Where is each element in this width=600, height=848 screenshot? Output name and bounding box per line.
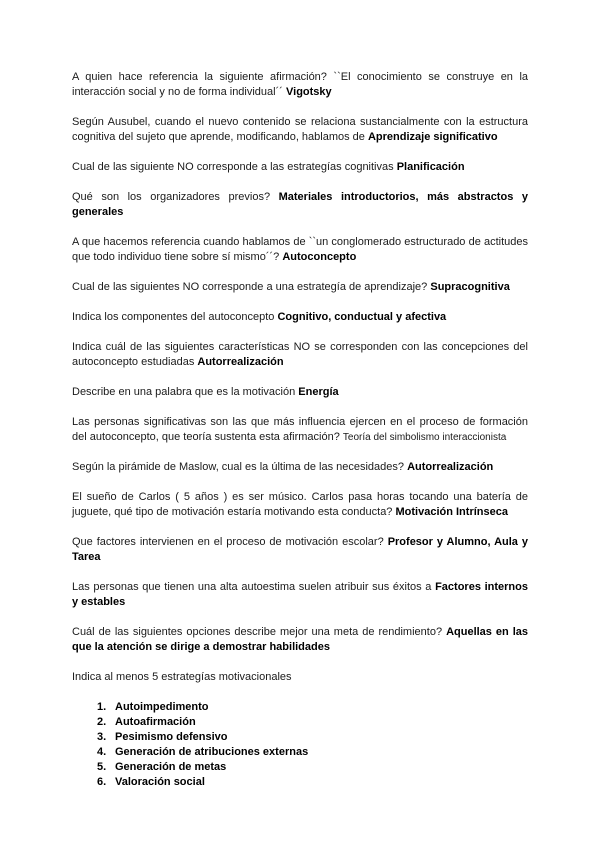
qa-item-5 bbox=[72, 235, 528, 265]
qa-item-7 bbox=[72, 310, 528, 325]
answer-text: Profesor y Alumno, Aula y Tarea bbox=[72, 536, 528, 563]
qa-item-11 bbox=[72, 460, 528, 475]
qa-item-1 bbox=[72, 70, 528, 100]
list-text: Autoafirmación bbox=[115, 716, 196, 728]
question-text: A quien hace referencia la siguiente afirmación? ``El conocimiento se construye en la interacción social y no de forma individual´´ bbox=[72, 71, 528, 98]
list-text: Generación de metas bbox=[115, 761, 227, 773]
answer-text: Energía bbox=[298, 386, 339, 398]
qa-item-3 bbox=[72, 160, 528, 175]
list-item bbox=[97, 745, 528, 760]
answer-text: Autoconcepto bbox=[282, 251, 357, 263]
list-number: 6. bbox=[97, 776, 107, 788]
question-text: Según Ausubel, cuando el nuevo contenido se relaciona sustancialmente con la estructura cognitiva del sujeto que aprende, modificando, hablamos de bbox=[72, 116, 528, 143]
answer-text: Teoría del simbolismo interaccionista bbox=[342, 432, 507, 443]
list-number: 3. bbox=[97, 731, 107, 743]
list-item bbox=[97, 760, 528, 775]
question-text: Indica cuál de las siguientes características NO se corresponden con las concepciones del autoconcepto estudiadas bbox=[72, 341, 528, 368]
list-number: 1. bbox=[97, 701, 107, 713]
question-text: El sueño de Carlos ( 5 años ) es ser músico. Carlos pasa horas tocando una batería de juguete, qué tipo de motivación estaría motivando esta conducta? bbox=[72, 491, 528, 518]
list-number: 4. bbox=[97, 746, 107, 758]
qa-item-12 bbox=[72, 490, 528, 520]
question-text: Describe en una palabra que es la motivación bbox=[72, 386, 296, 398]
qa-item-13 bbox=[72, 535, 528, 565]
list-text: Autoimpedimento bbox=[115, 701, 209, 713]
list-text: Generación de atribuciones externas bbox=[115, 746, 309, 758]
answer-text: Autorrealización bbox=[197, 356, 284, 368]
question-text: Cuál de las siguientes opciones describe mejor una meta de rendimiento? bbox=[72, 626, 443, 638]
question-text: A que hacemos referencia cuando hablamos de ``un conglomerado estructurado de actitudes que todo individuo tiene sobre sí mismo´´? bbox=[72, 236, 528, 263]
list-text: Valoración social bbox=[115, 776, 205, 788]
strategies-prompt: Indica al menos 5 estrategías motivacionales bbox=[72, 671, 292, 683]
list-text: Pesimismo defensivo bbox=[115, 731, 228, 743]
list-item bbox=[97, 700, 528, 715]
answer-text: Materiales introductorios, más abstractos y generales bbox=[72, 191, 528, 218]
answer-text: Aquellas en las que la atención se dirige a demostrar habilidades bbox=[72, 626, 529, 653]
list-item bbox=[97, 715, 528, 730]
question-text: Que factores intervienen en el proceso de motivación escolar? bbox=[72, 536, 384, 548]
answer-text: Planificación bbox=[396, 161, 465, 173]
answer-text: Autorrealización bbox=[407, 461, 494, 473]
qa-item-15 bbox=[72, 625, 528, 655]
answer-text: Supracognitiva bbox=[430, 281, 510, 293]
qa-item-10 bbox=[72, 415, 528, 445]
answer-text: Factores internos y estables bbox=[72, 581, 528, 608]
answer-text: Cognitivo, conductual y afectiva bbox=[277, 311, 447, 323]
qa-item-14 bbox=[72, 580, 528, 610]
answer-text: Vigotsky bbox=[286, 86, 332, 98]
list-item bbox=[97, 775, 528, 790]
qa-item-8 bbox=[72, 340, 528, 370]
document-page bbox=[72, 70, 528, 790]
question-text: Según la pirámide de Maslow, cual es la última de las necesidades? bbox=[72, 461, 405, 473]
list-number: 2. bbox=[97, 716, 107, 728]
question-text: Las personas que tienen una alta autoestima suelen atribuir sus éxitos a bbox=[72, 581, 432, 593]
qa-item-4 bbox=[72, 190, 528, 220]
question-text: Cual de las siguientes NO corresponde a una estrategía de aprendizaje? bbox=[72, 281, 428, 293]
question-text: Indica los componentes del autoconcepto bbox=[72, 311, 275, 323]
question-text: Qué son los organizadores previos? bbox=[72, 191, 271, 203]
question-text: Las personas significativas son las que más influencia ejercen en el proceso de formación del autoconcepto, que teoría sustenta esta afirmación? bbox=[72, 416, 528, 443]
qa-item-6 bbox=[72, 280, 528, 295]
answer-text: Motivación Intrínseca bbox=[395, 506, 508, 518]
list-item bbox=[97, 730, 528, 745]
question-text: Cual de las siguiente NO corresponde a las estrategías cognitivas bbox=[72, 161, 394, 173]
list-number: 5. bbox=[97, 761, 107, 773]
qa-item-9 bbox=[72, 385, 528, 400]
strategies-list bbox=[72, 700, 528, 790]
answer-text: Aprendizaje significativo bbox=[367, 131, 498, 143]
qa-item-2 bbox=[72, 115, 528, 145]
